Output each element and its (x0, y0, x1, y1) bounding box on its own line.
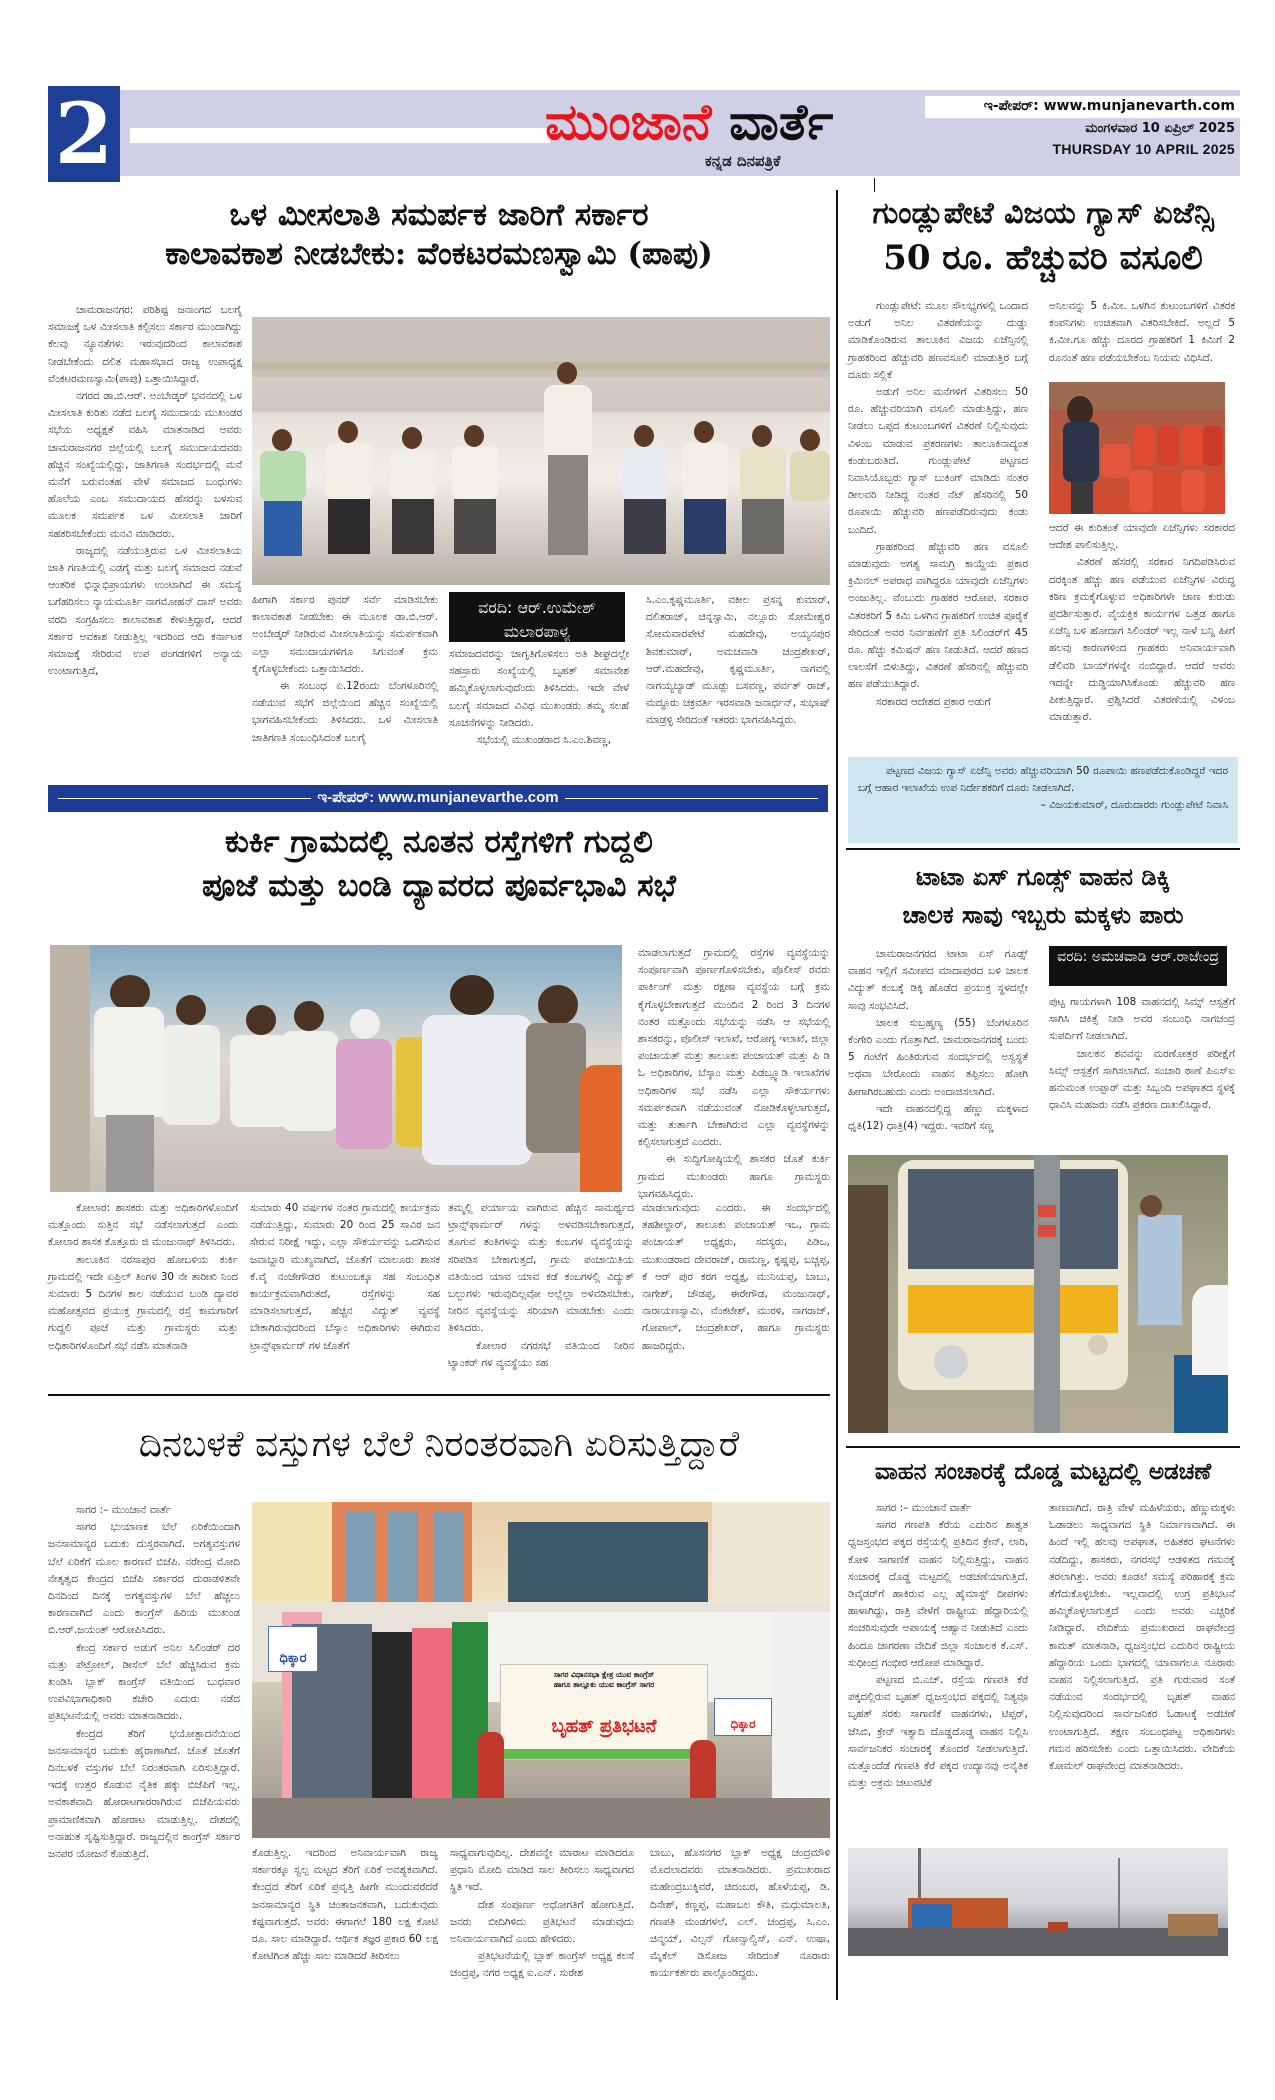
paragraph: ಪ್ರತಿಭಟನೆಯಲ್ಲಿ ಬ್ಲಾಕ್ ಕಾಂಗ್ರೆಸ್ ಅಧ್ಯಕ್ಷ ಕಲಸೆ ಚಂದ್ರಪ್ಪ, ನಗರ ಅಧ್ಯಕ್ಷ ಐ.ಎನ್. ಸುರೇಶ (450, 1950, 634, 1980)
story4-headline (846, 858, 1240, 934)
paragraph: ನಗರದ ಡಾ.ಬಿ.ಆರ್. ಅಂಬೇಡ್ಕರ್ ಭವನದಲ್ಲಿ ಒಳ ಮೀಸಲಾತಿ ಕುರಿತು ನಡೆದ ಬಲಗೈ ಸಮುದಾಯ ಮುಖಂಡರ ಸಭೆಯ ಅಧ್ಯಕ್ಷತೆ ವಹಿಸಿ ಮಾತನಾಡಿದ ಅವರು ಚಾಮರಾಜನಗರ ಜಿಲ್ಲೆಯಲ್ಲಿ ಬಲಗೈ ಸಮುದಾಯದವರು ಹೆಚ್ಚಿನ ಸಂಖ್ಯೆಯಲ್ಲಿದ್ದು, ಜಾತಿಗಣತಿ ಸಂದರ್ಭದಲ್ಲಿ ಮನೆ ಮನೆಗೆ ಬರುವಂತಹ ವೇಳೆ ಸಮಾಜದ ಬಂಧುಗಳು ಹೊಲೆಯ ಎಂಬ ಸಮುದಾಯದ ಹೆಸರನ್ನು ಬಳಸುವ ಮೂಲಕ ಸಮರ್ಪಕ ಒಳ ಮೀಸಲಾತಿ ಜಾರಿಗೆ ಸಹಕರಿಸಬೇಕೆಂದು ಮನವಿ ಮಾಡಿದರು. (48, 390, 242, 540)
story3-headline-line2: ಪೂಜೆ ಮತ್ತು ಬಂಡಿ ದ್ಯಾವರದ ಪೂರ್ವಭಾವಿ ಸಭೆ (202, 868, 676, 904)
story4-headline-line1: ಟಾಟಾ ಏಸ್ ಗೂಡ್ಸ್ ವಾಹನ ಡಿಕ್ಕಿ (916, 862, 1170, 891)
story3-headline (48, 820, 830, 908)
protest-banner (500, 1664, 708, 1760)
story1-col3 (449, 646, 629, 749)
dateline: ಸಾಗರ :– ಮುಂಜಾನೆ ವಾರ್ತೆ (76, 1504, 172, 1516)
paragraph: ಸಾಗರ ಭುಯಾಣಕ ಬೆಲೆ ಏರಿಕೆಯಿಂದಾಗಿ ಜನಸಾಮಾನ್ಯರ ಬದುಕು ದುಸ್ತರವಾಗಿದೆ. ಅಗತ್ಯವಸ್ತುಗಳ ಬೆಲೆ ಏರಿಕೆಗೆ ಮೂಲ ಕಾರಣವೆ ಬಿಜೆಪಿ. ನರೇಂದ್ರ ಮೋದಿ ನೇತೃತ್ವದ ಕೇಂದ್ರದ ಬಿಜೆಪಿ ಸರ್ಕಾರದ ದುರಾಡಳಿತವೇ ದಿನದಿಂದ ದಿನಕ್ಕೆ ಅಗತ್ಯವಸ್ತುಗಳ ಬೆಲೆ ಹೆಚ್ಚಲು ಕಾರಣವಾಗಿದೆ ಎಂದು ಕಾಂಗ್ರೆಸ್ ಹಿರಿಯ ಮುಖಂಡ ಬಿ.ಆರ್.ಜಯಂತ್ ಆರೋಪಿಸಿದರು. (48, 1521, 240, 1637)
story5-col3 (450, 1845, 634, 1983)
paragraph: ಸಿ.ಎಂ.ಕೃಷ್ಣಮೂರ್ತಿ, ವಕೀಲ ಪ್ರಸನ್ನ ಕುಮಾರ್, ದಲಿತರಾಜ್, ಚಿನ್ನಸ್ವಾಮಿ, ನಲ್ಲೂರು ಸೋಮೇಶ್ವರ ಸೋಮವಾರಪೇಟೆ ಮಹದೇವು, ಅಯ್ಯನಪುರ ಶಿವಕುಮಾರ್, ಅಮಚವಾಡಿ ಚಂದ್ರಶೇಖರ್, ಆರ್.ಮಹದೇವು, ಕೃಷ್ಣಮೂರ್ತಿ, ನಾಗವಲ್ಲಿ ನಾಗಯ್ಯಬ್ಯಾಡ್ ಮೂಡ್ಲು ಬಸವಣ್ಣ, ಪರ್ವತ್ ರಾಜ್, ಮದ್ದೂರು ಚಕ್ರವರ್ತಿ ಇರಸವಾಡಿ ಜನಾರ್ಧನ್, ಸುಭಾಷ್ ಮಾಡ್ರಳ್ಳಿ ಸೇರಿದಂತೆ ಇತರರು ಭಾಗವಹಿಸಿದ್ದರು. (646, 594, 830, 727)
story1-headline-line2: ಕಾಲಾವಕಾಶ ನೀಡಬೇಕು: ವೆಂಕಟರಮಣಸ್ವಾಮಿ (ಪಾಪು) (165, 235, 713, 272)
page-number: 2 (48, 86, 120, 182)
paragraph: ಬಾಬು, ಹೊಸನಗರ ಬ್ಲಾಕ್ ಅಧ್ಯಕ್ಷ ಚಂದ್ರಮೌಳಿ ಮೊದಲಾದವರು ಮಾತನಾಡಿದರು. ಪ್ರಮುಖರಾದ ಮಹೇಂದ್ರಬುಕ್ಕಿವರೆ, ಚಿದಂಬರ, ಹೊಳೆಯಪ್ಪ, ಡಿ. ದಿನೇಶ್, ಕಣ್ಣಪ್ಪ, ಮಹಾಬಲ ಕೌತಿ, ಮಧುಮಾಲತಿ, ಗಣಪತಿ ಮಂಡಗಳಲೆ, ಎಲ್. ಚಂದ್ರಪ್ಪ, ಸಿ.ಎಂ. ಚಿನ್ಮಯ್, ವಿಲ್ಸನ್ ಗೋನ್ಸಾಲ್ವಿಸ್, ಎನ್. ಉಷಾ, ಮೈಕೆಲ್ ಡಿಸೋಜ ಸೇರಿದಂತೆ ನೂರಾರು ಕಾರ್ಯಕರ್ತರು ಪಾಲ್ಗೊಂಡಿದ್ದರು. (650, 1847, 830, 1980)
epaper-strip (48, 785, 828, 812)
paragraph: ಈ ಸಂಬಂಧ ಏ.12ರಂದು ಬೆಂಗಳೂರಿನಲ್ಲಿ ನಡೆಯುವ ಸಭೆಗೆ ಜಿಲ್ಲೆಯಿಂದ ಹೆಚ್ಚಿನ ಸಂಖ್ಯೆಯಲ್ಲಿ ಭಾಗವಹಿಸಬೇಕೆಂದು ತಿಳಿಸಿದರು. ಒಳ ಮೀಸಲಾತಿ ಜಾತಿಗಣತಿ ಸಂಬಂಧಿಸಿದಂತೆ ಬಲಗೈ (252, 680, 438, 744)
placard-left: ಧಿಕ್ಕಾರ (279, 1651, 307, 1666)
paragraph: ರಾಜ್ಯದಲ್ಲಿ ನಡೆಯುತ್ತಿರುವ ಒಳ ಮೀಸಲಾತಿಯ ಜಾತಿ ಗಣತಿಯಲ್ಲಿ ಎಡಗೈ ಮತ್ತು ಬಲಗೈ ಸಮಾಜದ ನಡುವೆ ಆಂತರಿಕ ಭಿನ್ನಾಭಿಪ್ರಾಯಗಳು ಉಂಟಾಗಿದೆ ಈ ಸಮಸ್ಯೆ ಬಗೆಹರಿಸಲು ನ್ಯಾಯಮೂರ್ತಿ ನಾಗಮೋಹನ್ ದಾಸ್ ಅವರು ವರದಿ ಸಂಗ್ರಹಿಸಲು ಕಾಲಾವಕಾಶ ಕೇಳುತ್ತಿದ್ದಾರೆ, ಆದರೆ ಸರ್ಕಾರ ಅವಕಾಶ ನೀಡುತ್ತಿಲ್ಲ ಇದರಿಂದ ಆದಿ ಕರ್ನಾಟಕ ಸಮಾಜಕ್ಕೆ ಸೇರಿರುವ ಉಪ ಪಂಗಡಗಳಿಗೆ ಅನ್ಯಾಯ ಉಂಟಾಗುತ್ತಿದೆ, (48, 544, 242, 678)
story1-col2 (252, 592, 438, 747)
logo-tagline: ಕನ್ನಡ ದಿನಪತ್ರಿಕೆ (705, 152, 781, 170)
banner-line2: ಹಾಗೂ ತಾಲ್ಲೂಕು ಯುವ ಕಾಂಗ್ರೆಸ್ ಸಾಗರ (553, 1680, 655, 1689)
gas-cylinder (478, 1732, 504, 1802)
paragraph: ಸರಕಾರದ ಆದೇಶದ ಪ್ರಕಾರ ಅಡುಗೆ (876, 695, 991, 708)
paragraph: ಸಭೆಯಲ್ಲಿ ಮುಖಂಡರಾದ ಸಿ.ಎಂ.ಶಿವಣ್ಣ, (477, 734, 612, 747)
paragraph: ಇದೇ ವಾಹನದಲ್ಲಿದ್ದ ಹೆಣ್ಣು ಮಕ್ಕಳಾದ ಧೃತಿ(12) ಧಾತ್ರಿ(4) ಇದ್ದರು. ಇವರಿಗೆ ಸಣ್ಣ (848, 1102, 1028, 1133)
story2-photo (1049, 382, 1225, 514)
date-english: THURSDAY 10 APRIL 2025 (1052, 141, 1235, 157)
story6-photo (848, 1848, 1228, 1956)
section-rule (846, 1446, 1240, 1448)
story5-col4 (650, 1845, 830, 1983)
epaper-url[interactable]: ಇ-ಪೇಪರ್: www.munjanevarth.com (983, 98, 1235, 114)
story3-col1 (48, 1200, 238, 1355)
masthead-tick (874, 178, 875, 192)
story4-col2 (1049, 994, 1235, 1114)
paragraph: ತಾಣವಾಗಿದೆ. ರಾತ್ರಿ ವೇಳೆ ಮಹಿಳೆಯರು, ಹೆಣ್ಣುಮಕ್ಕಳು ಓಡಾಡಲು ಸಾಧ್ಯವಾಗದ ಸ್ಥಿತಿ ನಿರ್ಮಾಣವಾಗಿದೆ. ಈ ಹಿಂದೆ ಇಲ್ಲಿ ಹಲವು ಅಪಘಾತ, ಅಹಿತಕರ ಘಟನೆಗಳು ನಡೆದಿದ್ದು, ಶಾಸಕರು, ನಗರಸಭೆ ಆಡಳಿತದ ಗಮನಕ್ಕೆ ತರಲಾಗಿತ್ತು. ಅವರು ಕೂಡಲೆ ಸಮಸ್ಯೆ ಪರಿಹಾರಕ್ಕೆ ಕ್ರಮ ತೆಗೆದುಕೊಳ್ಳಬೇಕು. ಇಲ್ಲವಾದಲ್ಲಿ ಉಗ್ರ ಪ್ರತಿಭಟನೆ ಹಮ್ಮಿಕೊಳ್ಳಲಾಗುತ್ತದೆ ಎಂದು ಅವರು ಎಚ್ಚರಿಕೆ ನೀಡಿದ್ದಾರೆ. ವೇದಿಕೆಯ ಪ್ರಮುಖರಾದ ರಾಘವೇಂದ್ರ ಕಾಮತ್ ಮಾತನಾಡಿ, ಧ್ವಜಸ್ತಂಭದ ಎದುರಿನ ರಾಷ್ಟ್ರೀಯ ಹೆದ್ದಾರಿಯ ಒಂದು ಭಾಗದಲ್ಲಿ ಯಾವಾಗಲೂ ನೂರಾರು ವಾಹನ ನಿಲ್ಲಿಸಲಾಗುತ್ತಿದೆ. ಪ್ರತಿ ಗುರುವಾರ ಸಂತೆ ನಡೆಯುವ ಸಂದರ್ಭದಲ್ಲಿ ಬೃಹತ್ ವಾಹನ ನಿಲ್ಲಿಸುವುದರಿಂದ ಸಾರ್ವಜನಿಕರ ಓಡಾಟಕ್ಕೆ ಅಡಚಣೆ ಉಂಟಾಗುತ್ತಿದೆ. ತಕ್ಷಣ ಸಂಬಂಧಪಟ್ಟ ಅಧಿಕಾರಿಗಳು ಗಮನ ಹರಿಸಬೇಕು ಎಂದು ಒತ್ತಾಯಿಸಿದರು. ವೇದಿಕೆಯ ಕೋಮಲ್ ರಾಘವೇಂದ್ರ ಮಾತನಾಡಿದರು. (1049, 1502, 1235, 1773)
story2-col2-bottom (1049, 520, 1235, 726)
paragraph: ಕೇಂದ್ರದ ತೆರಿಗೆ ಭಯೋತ್ಪಾದನೆಯಿಂದ ಜನಸಾಮಾನ್ಯರ ಬದುಕು ಹೈರಾಣಾಗಿದೆ. ಜೊತೆ ಜೊತೆಗೆ ದಿನಬಳಕೆ ವಸ್ತುಗಳ ಬೆಲೆ ನಿರಂತರವಾಗಿ ಏರಿಸುತ್ತಿದ್ದಾರೆ. ಇದಕ್ಕೆ ಉತ್ತರ ಕೊಡುವ ನೈತಿಕ ಹಕ್ಕು ಬಿಜೆಪಿಗೆ ಇಲ್ಲ. ಅವಕಾಶವಾದಿ ಹೋರಾಟಗಾರರಾಗಿರುವ ಬಿಜೆಪಿಯವರು ಪ್ರಾಮಾಣಿಕವಾಗಿ ಹೋರಾಟ ಮಾಡುತ್ತಿಲ್ಲ. ದೇಶದಲ್ಲಿ ಅನಾಹುತ ಸೃಷ್ಟಿಸುತ್ತಿದ್ದಾರೆ. ರಾಜ್ಯದಲ್ಲಿನ ಕಾಂಗ್ರೆಸ್ ಸರ್ಕಾರ ಜನಪರ ಯೋಜನೆ ಕೊಡುತ್ತಿದೆ. (48, 1727, 240, 1861)
paragraph: ಚಾಲಕನ ಶವವನ್ನು ಮರಣೋತ್ತರ ಪರೀಕ್ಷೆಗೆ ಸಿಮ್ಸ್ ಆಸ್ಪತ್ರೆಗೆ ಸಾಗಿಸಲಾಗಿದೆ. ಸಂಚಾರಿ ಠಾಣೆ ಪಿಎಸ್ಐ ಹನುಮಂತ ಉಪ್ಪಾರ್ ಮತ್ತು ಸಿಬ್ಬಂದಿ ಅಪಘಾತದ ಸ್ಥಳಕ್ಕೆ ಧಾವಿಸಿ ಮಹಜರು ನಡೆಸಿ ಪ್ರಕರಣ ದಾಖಲಿಸಿದ್ದಾರೆ. (1049, 1047, 1235, 1112)
story1-col4 (646, 592, 830, 730)
paragraph: ಚಾಮರಾಜನಗರದ ಟಾಟಾ ಏಸ್ ಗೂಡ್ಸ್ ವಾಹನ ಇಲ್ಲಿಗೆ ಸಮೀಪದ ಮಾದಾಪುರದ ಬಳಿ ಚಾಲಕ ವಿದ್ಯುತ್ ಕಂಬಕ್ಕೆ ಡಿಕ್ಕಿ ಹೊಡೆದ ಪ್ರಯುಕ್ತ ಸ್ಥಳದಲ್ಲೇ ಸಾವು ಸಂಭವಿಸಿದೆ. (848, 948, 1028, 1012)
date-kannada: ಮಂಗಳವಾರ 10 ಏಪ್ರಿಲ್ 2025 (1085, 121, 1235, 136)
story2-col1 (848, 298, 1028, 711)
section-rule (846, 848, 1240, 850)
story2-quote-box (848, 757, 1238, 843)
dateline: ಸಾಗರ :– ಮುಂಜಾನೆ ವಾರ್ತೆ (876, 1502, 972, 1514)
story1-headline-line1: ಒಳ ಮೀಸಲಾತಿ ಸಮರ್ಪಕ ಜಾರಿಗೆ ಸರ್ಕಾರ (229, 197, 649, 233)
logo-part-1: ಮುಂಜಾನೆ (545, 93, 712, 151)
story3-right-col (638, 945, 830, 1203)
story6-headline: ವಾಹನ ಸಂಚಾರಕ್ಕೆ ದೊಡ್ಡ ಮಟ್ಟದಲ್ಲಿ ಅಡಚಣೆ (874, 1458, 1212, 1485)
story4-photo (848, 1155, 1228, 1433)
paragraph: ಅನಿಲವನ್ನು 5 ಕಿ.ಮೀ. ಒಳಗಿನ ಕುಟುಂಬಗಳಿಗೆ ವಿತರಕ ಕಂಪನಿಗಳು ಉಚಿತವಾಗಿ ವಿತರಿಸಬೇಕಿದೆ. ಅಲ್ಲದೆ 5 ಕಿ.ಮೀ.ಗೂ ಹೆಚ್ಚು ದೂರದ ಗ್ರಾಹಕರಿಗೆ 1 ಕಿಮಿಗೆ 2 ರೂನಂತೆ ಹಣ ಪಡೆಯಬೇಕೆಂಬ ನಿಯಮ ವಿಧಿಸಿದೆ. (1049, 300, 1235, 364)
section-rule (48, 1394, 830, 1396)
story2-headline-line1: ಗುಂಡ್ಲುಪೇಟೆ ವಿಜಯ ಗ್ಯಾಸ್ ಏಜೆನ್ಸಿ (872, 196, 1214, 231)
paragraph: ಕೋಲಾರ: ಶಾಸಕರು ಮತ್ತು ಅಧಿಕಾರಿಗಳೊಂದಿಗೆ ಮತ್ತೊಂದು ಸುತ್ತಿನ ಸಭೆ ನಡೆಸಲಾಗುತ್ತದೆ ಎಂದು ಕೋಲಾರ ಶಾಸಕ ಕೊತ್ತೂರು ಜಿ ಮಂಜುನಾಥ್ ತಿಳಿಸಿದರು. (48, 1202, 238, 1249)
newspaper-logo (545, 92, 833, 152)
paragraph: ಸುಮಾರು 40 ವರ್ಷಗಳ ನಂತರ ಗ್ರಾಮದಲ್ಲಿ ಕಾರ್ಯಕ್ರಮ ನಡೆಯುತ್ತಿದ್ದು, ಸುಮಾರು 20 ರಿಂದ 25 ಸಾವಿರ ಜನ ಸೇರುವ ನಿರೀಕ್ಷೆ ಇದ್ದು, ಎಲ್ಲಾ ಸೌಕರ್ಯವನ್ನು ಒದಗಿಸುವ ಜವಾಬ್ದಾರಿ ಮುಖ್ಯವಾಗಿದೆ, ಜೊತೆಗೆ ಮಾಲೂರು ಶಾಸಕ ಕೆ.ವೈ ನಂಜೇಗೌಡರ ಕುಟುಂಬಕ್ಕೂ ಸಹ ಸಂಬಂಧಿತ ಕಾರ್ಯಕ್ರಮವಾಗಿರುತದೆ, ರಸ್ತೆಗಳನ್ನು ಸಹ ಮಾಡಿಸಲಾಗುತ್ತದೆ, ಹೆಚ್ಚಿನ ವಿದ್ಯುತ್ ವ್ಯವಸ್ಥೆ ಬೇಕಾಗಿರುವುದರಿಂದ ಬೆಸ್ಕಾಂ ಅಧಿಕಾರಿಗಳು ಈಗಿರುವ ಟ್ರಾನ್ಸ್‌ಫಾರ್ಮರ್ ಗಳ ಜೊತೆಗೆ (250, 1202, 440, 1352)
story2-col2-top (1049, 298, 1235, 367)
paragraph: ವಿತರಣೆ ಹೆಸರಲ್ಲಿ ಸರಕಾರ ನಿಗದಿಪಡಿಸಿರುವ ದರಕ್ಕಿಂತ ಹೆಚ್ಚು ಹಣ ಪಡೆಯುವ ಏಜೆನ್ಸಿಗಳ ವಿರುದ್ಧ ಕಠಿಣ ಕ್ರಮಕೈಗೊಳ್ಳುವ ಅಧಿಕಾರಿಗಳೇ ಜಾಣ ಕುರುಡು ಪ್ರದರ್ಶಿಸುತ್ತಾರೆ. ವೈಯಕ್ತಿಕ ಕಾರ್ಯಗಳ ಒತ್ತಡ ಹಾಗೂ ಏಜೆನ್ಸಿ ಬಳಿ ಹೋದಾಗ ಸಿಲಿಂಡರ್ ಇಲ್ಲ ನಾಳೆ ಬನ್ನಿ ಹೀಗೆ ಹಲವು ಕಾರಣಗಳಿಂದ ಗ್ರಾಹಕರು ಅನಿವಾರ್ಯವಾಗಿ ಡೆಲಿವರಿ ಬಾಯ್‌ಗಳನ್ನೇ ನಂಬಿದ್ದಾರೆ. ಆದರೆ ಅವರು ಇದನ್ನೇ ದುಡ್ಡಿಯಾಗಿಸಿಕೊಂಡು ಹೆಚ್ಚುವರಿ ಹಣ ಪೀಕುತ್ತಿದ್ದಾರೆ. ಪ್ರಶ್ನಿಸಿದರೆ ವಿತರಣೆಯಲ್ಲಿ ವಿಳಂಬ ಮಾಡುತ್ತಾರೆ. (1049, 556, 1235, 724)
paragraph: ಸಾಧ್ಯವಾಗುವುದಿಲ್ಲ. ದೇಶವನ್ನೇ ಮಾರಾಟ ಮಾಡಿದರೂ ಪ್ರಧಾನಿ ಮೋದಿ ಮಾಡಿದ ಸಾಲ ತೀರಿಸಲು ಸಾಧ್ಯವಾಗದ ಸ್ಥಿತಿ ಇದೆ. (450, 1847, 634, 1894)
story1-col1 (48, 302, 242, 680)
story5-headline: ದಿನಬಳಕೆ ವಸ್ತುಗಳ ಬೆಲೆ ನಿರಂತರವಾಗಿ ಏರಿಸುತ್ತಿದ್ದಾರೆ (138, 1424, 740, 1465)
paragraph: ಆದರೆ ಈ ಕುರಿತಂತೆ ಯಾವುದೇ ಏಜೆನ್ಸಿಗಳು ಸರಕಾರದ ಆದೇಶ ಪಾಲಿಸುತ್ತಿಲ್ಲ. (1049, 522, 1235, 552)
paragraph: ಕೇಂದ್ರ ಸರ್ಕಾರ ಅಡುಗೆ ಅನಿಲ ಸಿಲಿಂಡರ್ ದರ ಮತ್ತು ಪೆಟ್ರೋಲ್, ಡೀಸೆಲ್ ಬೆಲೆ ಹೆಚ್ಚಿಸಿರುವ ಕ್ರಮ ಖಂಡಿಸಿ ಬ್ಲಾಕ್ ಕಾಂಗ್ರೆಸ್ ವತಿಯಿಂದ ಬುಧವಾರ ಉಪವಿಭಾಗಾಧಿಕಾರಿ ಕಚೇರಿ ಎದುರು ನಡೆದ ಪ್ರತಿಭಟನೆಯಲ್ಲಿ ಅವರು ಮಾತನಾಡಿದರು. (48, 1641, 240, 1723)
story2-headline-line2: 50 ರೂ. ಹೆಚ್ಚುವರಿ ವಸೂಲಿ (883, 238, 1203, 278)
placard-right: ಧಿಕ್ಕಾರ (730, 1717, 756, 1731)
story4-headline-line2: ಚಾಲಕ ಸಾವು ಇಬ್ಬರು ಮಕ್ಕಳು ಪಾರು (902, 900, 1184, 929)
story3-col3 (448, 1200, 634, 1372)
story3-col2 (250, 1200, 440, 1355)
paragraph: ದೇಶ ಸಂಪೂರ್ಣ ಅಧೋಗತಿಗೆ ಹೋಗುತ್ತಿದೆ. ಜನರು ಬೀದಿಗಿಳಿದು ಪ್ರತಿಭಟನೆ ಮಾಡುವುದು ಅನಿವಾರ್ಯವಾಗಿದೆ ಎಂದು ಹೇಳಿದರು. (450, 1898, 634, 1946)
logo-part-2: ವಾರ್ತೆ (729, 93, 834, 151)
quote-text: ಪಟ್ಟಣದ ವಿಜಯ ಗ್ಯಾಸ್ ಏಜೆನ್ಸಿ ಅವರು ಹೆಚ್ಚುವರಿಯಾಗಿ 50 ರೂಪಾಯಿ ಹಣಪಡೆದುಕೊಂಡಿದ್ದರೆ ಇದರ ಬಗ್ಗೆ ಆಹಾರ ಇಲಾಖೆಯ ಉಪ ನಿರ್ದೇಶಕರಿಗೆ ದೂರು ನೀಡಲಾಗಿದೆ. (858, 765, 1228, 794)
story1-byline: ವರದಿ: ಆರ್.ಉಮೇಶ್ ಮಲಾರಪಾಳ್ಯ (449, 592, 625, 642)
paragraph: ಈ ಸುದ್ದಿಗೋಷ್ಠಿಯಲ್ಲಿ ಶಾಸಕರ ಜೊತೆ ಕುರ್ಕಿ ಗ್ರಾಮದ ಮುಖಂಡರು ಹಾಗೂ ಗ್ರಾಮಸ್ಥರು ಭಾಗವಹಿಸಿದ್ದರು. (638, 1153, 830, 1200)
epaper-strip-text[interactable]: ಇ-ಪೇಪರ್: www.munjanevarthe.com (311, 789, 564, 806)
paragraph: ಪುಟ್ಟ ಗಾಯಗಳಾಗಿ 108 ವಾಹನದಲ್ಲಿ ಸಿಮ್ಸ್ ಆಸ್ಪತ್ರೆಗೆ ಸಾಗಿಸಿ ಚಿಕಿತ್ಸೆ ನೀಡಿ ಅವರ ಸಂಬಂಧಿ ನಾಗಚಂದ್ರ ಸುಪರ್ದಿಗೆ ನೀಡಲಾಗಿದೆ. (1049, 996, 1235, 1043)
paragraph: ಚಾಮರಾಜನಗರ: ಪರಿಶಿಷ್ಟ ಜನಾಂಗದ ಬಲಗೈ ಸಮಾಜಕ್ಕೆ ಒಳ ಮೀಸಲಾತಿ ಕಲ್ಪಿಸಲು ಸರ್ಕಾರ ಮುಂದಾಗಿದ್ದು ಕೆಲವು ನ್ಯೂನತೆಗಳು ಇರುವುದರಿಂದ ಕಾಲಾವಕಾಶ ನೀಡಬೇಕೆಂದು ದಲಿತ ಮಹಾಸಭಾದ ರಾಜ್ಯ ಉಪಾಧ್ಯಕ್ಷ ವೆಂಕಟರಮಣಸ್ವಾಮಿ(ಪಾಪು) ಒತ್ತಾಯಿಸಿದ್ದಾರೆ. (48, 304, 242, 385)
story5-col2 (252, 1845, 438, 1965)
banner-big: ಬೃಹತ್ ಪ್ರತಿಭಟನೆ (551, 1716, 657, 1737)
paragraph: ಗ್ರಾಹಕರಿಂದ ಹೆಚ್ಚುವರಿ ಹಣ ವಸೂಲಿ ಮಾಡುವುದು ಅಗತ್ಯ ಸಾಮಗ್ರಿ ಕಾಯ್ದೆಯ ಪ್ರಕಾರ ಕ್ರಿಮಿನಲ್ ಅಪರಾಧ ವಾಗಿದ್ದರೂ ಯಾವುದೇ ಏಜೆನ್ಸಿಗಳು ಅಂಜುತಿಲ್ಲ. ವೆಂಬುದು ಗ್ರಾಹಕರ ಆರೋಪ. ಸರಕಾರ ವಿತರಕರಿಗೆ 5 ಕಿಮಿ ಒಳಗಿನ ಗ್ರಾಹಕರಿಗೆ ಉಚಿತ ಪೂರೈಕೆ ಸೇರಿದಂತೆ ಅವರ ನಿರ್ವಹಣೆಗೆ ಪ್ರತಿ ಸಿಲಿಂಡರ್‌ಗೆ 45 ರೂ. ಹೆಚ್ಚು ಕಮಿಷನ್ ಹಣ ನೀಡುತಿದೆ. ಆದರೆ ಹಣದ ಲಾಲಸೆಗೆ ಬಿಳುತಿದ್ದು, ವಿತರಣೆ ಹೆಸರಿನಲ್ಲಿ ಹೆಚ್ಚುವರಿ ಹಣ ಪಡೆಯುತಿದ್ದಾರೆ. (848, 540, 1028, 691)
story4-col1 (848, 946, 1028, 1135)
story6-col1 (848, 1500, 1028, 1792)
story3-headline-line1: ಕುರ್ಕಿ ಗ್ರಾಮದಲ್ಲಿ ನೂತನ ರಸ್ತೆಗಳಿಗೆ ಗುದ್ದಲಿ (225, 824, 653, 860)
story3-col4 (642, 1200, 830, 1385)
paragraph: ಪಟ್ಟಣದ ಬಿ.ಎಚ್. ರಸ್ತೆಯ ಗಣಪತಿ ಕೆರೆ ಪಕ್ಕದಲ್ಲಿರುವ ಬೃಹತ್ ಧ್ವಜಸ್ತಂಭದ ಪಕ್ಕದಲ್ಲಿ ನಿತ್ಯವೂ ಬೃಹತ್ ಸರಕು ಸಾಗಾಣಿಕೆ ವಾಹನಗಳು, ಟಿಪ್ಪರ್, ಜೆಸಿಬಿ, ಕ್ರೇನ್ ಇತ್ಯಾದಿ ದೊಡ್ಡದೊಡ್ಡ ವಾಹನ ನಿಲ್ಲಿಸಿ ಸಾರ್ವಜನಿಕರ ಸಂಚಾರಕ್ಕೆ ತೊಂದರೆ ನೀಡಲಾಗುತ್ತಿದೆ. ಮತ್ತೊಂದೆಡೆ ಗಣಪತಿ ಕೆರೆ ಪಕ್ಕದ ಉದ್ಯಾನವು ಅನೈತಿಕ ಮತ್ತು ಅಕ್ರಮ ಚಟುವಟಿಕೆ (848, 1674, 1028, 1790)
story6-col2 (1049, 1500, 1235, 1775)
story5-col1 (48, 1502, 240, 1863)
paragraph: ತಾಲೂಕಿನ ನರಸಾಪುರ ಹೋಬಳಿಯ ಕುರ್ಕಿ ಗ್ರಾಮದಲ್ಲಿ ಇದೇ ಏಪ್ರಿಲ್ ತಿಂಗಳ 30 ನೇ ತಾರೀಖಿ ನಿಂದ ಸುಮಾರು 5 ದಿನಗಳ ಕಾಲ ನಡೆಯುವ ಬಂಡಿ ದ್ಯಾವರ ಮಹೋತ್ಸವದ ಪ್ರಯುಕ್ತ ಗ್ರಾಮದಲ್ಲಿ ರಸ್ತೆ ಕಾಮಗಾರಿಗೆ ಗುದ್ದಲಿ ಪೂಜೆ ಮತ್ತು ಗ್ರಾಮಸ್ಥರು ಮತ್ತು ಅಧಿಕಾರಿಗಳೊಂದಿಗೆ ಸಭೆ ನಡೆಸಿ ಮಾತನಾಡಿ (48, 1253, 238, 1352)
column-divider (836, 190, 838, 2000)
story1-headline (48, 196, 830, 274)
banner-line1: ಸಾಗರ ವಿಧಾನಸಭಾ ಕ್ಷೇತ್ರ ಯುವ ಕಾಂಗ್ರೆಸ್ (553, 1670, 655, 1679)
paragraph: ಅಡುಗೆ ಅನಿಲ ಮನೆಗಳಿಗೆ ವಿತರಿಸಲು 50 ರೂ. ಹೆಚ್ಚುವರಿಯಾಗಿ ವಸೂಲಿ ಮಾಡುತ್ತಿದ್ದು, ಹಣ ನೀಡಲು ಒಪ್ಪದ ಕುಟುಂಬಗಳಿಗೆ ವಿತರಣೆ ನಿಲ್ಲಿಸುವುದು ವಿಳಂಬ ಮಾಡುವ ಪ್ರಕರಣಗಳು ತಾಲೂಕಿನಾದ್ಯಂತ ಕಂಡುಬರುತಿದೆ. ಗುಂಡ್ಲುಪೇಟೆ ಪಟ್ಟಣದ ನಿವಾಸಿಯೊಬ್ಬರು ಗ್ಯಾಸ್ ಬುಕಿಂಗ್ ಮಾಡಿದು ನಂತರ ಡೀಲವರಿ ನೀಡಿದ್ದ ನಂತರ ನೆಟ್ ಹೆಸರಿನಲ್ಲಿ 50 ರೂಪಾಯಿ ಹೆಚ್ಚುವರಿ ಹಣಪಡೆದಿರುವುದು ಕಂಡು ಬಂದಿದೆ. (848, 386, 1028, 536)
story4-byline: ವರದಿ: ಅಮಚವಾಡಿ ಆರ್.ರಾಜೇಂದ್ರ (1049, 946, 1227, 986)
quote-author: – ವಿಜಯಕುಮಾರ್, ದೂರುದಾರರು ಗುಂಡ್ಲುಪೇಟೆ ನಿವಾಸಿ (1040, 799, 1228, 811)
story3-photo (50, 945, 622, 1192)
story1-photo (252, 317, 830, 585)
paragraph: ಸಾಗರ ಗಣಪತಿ ಕೆರೆಯ ಎದುರಿನ ಶಾಶ್ವತ ಧ್ವಜಸ್ತಂಭದ ಪಕ್ಕದ ರಸ್ತೆಯಲ್ಲಿ ಪ್ರತಿದಿನ ಕ್ರೇನ್, ಲಾರಿ, ಕೋಳಿ ಸಾಗಾಣಿಕೆ ವಾಹನ ನಿಲ್ಲಿಸುತ್ತಿದ್ದು, ವಾಹನ ಸಂಚಾರಕ್ಕೆ ದೊಡ್ಡ ಮಟ್ಟದಲ್ಲಿ ಅಡಚಣೆಯಾಗುತ್ತಿದೆ. ಡಿವೈಡರ್‌ಗೆ ಹಾಕಿರುವ ಎಲ್ಲ ಹೈಮಾಸ್ಟ್ ದೀಪಗಳು ಹಾಳಾಗಿದ್ದು, ರಾತ್ರಿ ವೇಳೆಗೆ ರಾಷ್ಟ್ರೀಯ ಹೆದ್ದಾರಿಯಲ್ಲಿ ಸಂಚರಿಸುವುದೇ ಅಪಾಯಕ್ಕೆ ಆಹ್ವಾನ ನೀಡುತಿದೆ ಎಂದು ಹಿಂದೂ ಜಾಗರಣಾ ವೇದಿಕೆ ಜಿಲ್ಲಾ ಸಂಚಾಲಕ ಕೆ.ಎಸ್. ಸುಧೀಂದ್ರ ಗಂಭೀರ ಆರೋಪ ಮಾಡಿದ್ದಾರೆ. (848, 1519, 1028, 1669)
story5-photo (252, 1502, 830, 1838)
masthead-divider (130, 128, 550, 143)
paragraph: ಚಾಲಕ ಸುಬ್ರಹ್ಮಣ್ಯ (55) ಬೆಂಗಳೂರಿನ ಕೆಂಗೇರಿ ಎಂದು ಗೊತ್ತಾಗಿದೆ. ಚಾಮರಾಜನಗರಕ್ಕೆ ಬಂದು 5 ಗಂಟೆಗೆ ಹಿಂತಿರುಗುವ ಸಂದರ್ಭದಲ್ಲಿ ಅಸ್ವಸ್ಥತೆ ಅಥವಾ ಬೇರೊಂದು ವಾಹನ ತಪ್ಪಿಸಲು ಹೋಗಿ ಹೀಗಾಗಿರಬಹುದು ಎಂದು ಅಂದಾಜಿಸಲಾಗಿದೆ. (848, 1016, 1028, 1098)
paragraph: ತಮ್ಮಲ್ಲಿ ಪರ್ಯಾಯ ವಾಗಿರುವ ಹೆಚ್ಚಿನ ಸಾಮರ್ಥ್ಯದ ಟ್ರಾನ್ಸ್‌ಫಾರ್ಮರ್ ಗಳನ್ನು ಅಳವಡಿಸಬೇಕಾಗುತ್ತದೆ, ತೂಗುವ ತಂತಿಗಳನ್ನು ಮತ್ತು ಕಂಬಗಳ ವ್ಯವಸ್ಥೆಯನ್ನು ಸರಿಪಡಿಸ ಬೇಕಾಗುತ್ತದೆ, ಗ್ರಾಮ ಪಂಚಾಯಿತಿಯ ವತಿಯಿಂದ ಯಾವ ಯಾವ ಕಡೆ ಕಂಬಗಳಲ್ಲಿ ವಿದ್ಯುತ್ ಬಲ್ಬುಗಳು ಇರುವುದಿಲ್ಲವೋ ಅಲ್ಲೆಲ್ಲಾ ಅಳವಡಿಸಬೇಕು, ನೀರಿನ ವ್ಯವಸ್ಥೆಯನ್ನು ಸರಿಯಾಗಿ ಮಾಡಬೇಕು ಎಂದು ತಿಳಿಸಿದರು. (448, 1202, 634, 1335)
paragraph: ಕೊಡುತ್ತಿಲ್ಲ. ಇದರಿಂದ ಅನಿವಾರ್ಯವಾಗಿ ರಾಜ್ಯ ಸರ್ಕಾರಕ್ಕೂ ಸ್ವಲ್ಪ ಮಟ್ಟದ ತೆರಿಗೆ ಏರಿಕೆ ಅವಶ್ಯಕವಾಗಿದೆ. ಕೇಂದ್ರದ ತೆರಿಗೆ ಏರಿಕೆ ಪ್ರವೃತ್ತಿ ಹೀಗೇ ಮುಂದುವರೆದರೆ ಜನಸಾಮಾನ್ಯರ ಸ್ಥಿತಿ ಚಿಂತಾಜನಕವಾಗಿ, ಬದುಕುವುದು ಕಷ್ಟವಾಗುತ್ತದೆ. ಅವರು ಈಗಾಗಲೆ 180 ಲಕ್ಷ ಕೋಟಿ ರೂ. ಸಾಲ ಮಾಡಿದ್ದಾರೆ. ಆರ್ಥಿಕ ತಜ್ಞರ ಪ್ರಕಾರ 60 ಲಕ್ಷ ಕೋಟಿಗಿಂತ ಹೆಚ್ಚು ಸಾಲ ಮಾಡಿದರೆ ತೀರಿಸಲು (252, 1847, 438, 1963)
story2-headline (846, 192, 1240, 280)
paragraph: ಗುಂಡ್ಲುಪೇಟೆ: ಮೂಲ ಸೌಲಭ್ಯಗಳಲ್ಲಿ ಒಂದಾದ ಅಡುಗೆ ಅನಿಲ ವಿತರಣೆಯನ್ನು ದುಡ್ಡು ಮಾಡಿಕೊಂಡಿರುವ ತಾಲೂಕಿನ ವಿಜಯ ಏಜೆನ್ಸಿನಲ್ಲಿ ಗ್ರಾಹಕರಿಂದ ಹೆಚ್ಚುವರಿ ಹಣವಸೂಲಿ ಮಾಡುತ್ತಿರ ಬಗ್ಗೆ ದೂರು ಸಲ್ಲಿಕೆ (848, 300, 1028, 381)
paragraph: ಮಾಡಲಾಗುತ್ತದೆ ಗ್ರಾಮದಲ್ಲಿ ರಸ್ತೆಗಳ ವ್ಯವಸ್ಥೆಯನ್ನು ಸಂಪೂರ್ಣವಾಗಿ ಪೂರ್ಣಗೊಳಿಸಬೇಕು, ಪೊಲೀಸ್ ರವರು ಪಾರ್ಕಿಂಗ್ ಮತ್ತು ರಕ್ಷಣಾ ವ್ಯವಸ್ಥೆಯ ಬಗ್ಗೆ ಕ್ರಮ ಕೈಗೊಳ್ಳಬೇಕಾಗುತ್ತದೆ ಮುಂದಿನ 2 ರಿಂದ 3 ದಿನಗಳ ನಂತರ ಮತ್ತೊಂದು ಸಭೆಯನ್ನು ನಡೆಸಿ ಆ ಸಭೆಯಲ್ಲಿ ಶಾಸಕರನ್ನು, ಪೊಲೀಸ್ ಇಲಾಖೆ, ಆರೋಗ್ಯ ಇಲಾಖೆ, ಜಿಲ್ಲಾ ಪಂಚಾಯತ್ ಮತ್ತು ತಾಲೂಕು ಪಂಚಾಯತ್ ಮತ್ತು ಪಿ ಡಿ ಓ ಅಧಿಕಾರಿಗಳ, ಬೆಸ್ಕಾಂ ಮತ್ತು ಪಿಡಬ್ಲ್ಯೂಡಿ ಇಲಾಖೆಗಳ ಅಧಿಕಾರಿಗಳ ಸಭೆ ನಡೆಸಿ ಎಲ್ಲಾ ಸೌಕರ್ಯಗಳು ಸಮರ್ಪಕವಾಗಿ ನಡೆಯುವಂತೆ ನೋಡಿಕೊಳ್ಳಲಾಗುತ್ತದೆ, ಮತ್ತು ತುರ್ತಾಗಿ ಬೇಕಾಗಿರುವ ಎಲ್ಲಾ ವ್ಯವಸ್ಥೆಗಳನ್ನು ಕಲ್ಪಿಸಲಾಗುತ್ತದೆ ಎಂದರು. (638, 947, 830, 1149)
paragraph: ಕೋಲಾರ ನಗರಸಭೆ ವತಿಯಿಂದ ನೀರಿನ ಟ್ಯಾಂಕರ್ ಗಳ ವ್ಯವಸ್ಥೆಯು ಸಹ (448, 1339, 634, 1369)
paragraph: ಸಮಾಜದವರನ್ನು ಜಾಗೃತಿಗೊಳಿಸಲು ಅತಿ ಶೀಘ್ರದಲ್ಲೇ ಸಹಸ್ರಾರು ಸಂಖ್ಯೆಯಲ್ಲಿ ಬೃಹತ್ ಸಮಾವೇಶ ಹಮ್ಮಿಕೊಳ್ಳಲಾಗುವುದೆಂದು ತಿಳಿಸಿದರು. ಇದೇ ವೇಳೆ ಬಲಗೈ ಸಮಾಜದ ವಿವಿಧ ಮುಖಂಡರು ತಮ್ಮ ಸಲಹೆ ಸೂಚನೆಗಳನ್ನು ನೀಡಿದರು. (449, 648, 629, 729)
paragraph: ಹೀಗಾಗಿ ಸರ್ಕಾರ ಪುನರ್ ಸರ್ವೆ ಮಾಡಿಸಬೇಕು ಕಾಲಾವಕಾಶ ನೀಡಬೇಕು ಈ ಮೂಲಕ ಡಾ.ಬಿ.ಆರ್. ಅಂಬೇಡ್ಕರ್ ನೀಡಿರುವ ಮೀಸಲಾತಿಯನ್ನು ಸಮರ್ಪಕವಾಗಿ ಎಲ್ಲಾ ಸಮುದಾಯಗಳಿಗೂ ಸಿಗುವಂತೆ ಕ್ರಮ ಕೈಗೊಳ್ಳಬೇಕೆಂದು ಒತ್ತಾಯಿಸಿದರು. (252, 594, 438, 675)
paragraph: ಮಾಡಲಾಗುವುದು ಎಂದರು. ಈ ಸಂದರ್ಭದಲ್ಲಿ ತಹಶೀಲ್ದಾರ್, ತಾಲೂಕು ಪಂಚಾಯತ್ ಇಒ, ಗ್ರಾಮ ಪಂಚಾಯತ್ ಅಧ್ಯಕ್ಷರು, ಸದಸ್ಯರು, ಪಿಡಿಒ, ಮುಖಂಡರಾದ ದೇವರಾಜ್, ರಾಮಣ್ಣ, ಕೃಷ್ಣಪ್ಪ, ಬಚ್ಚಪ್ಪ, ಕೆ ಆರ್ ಪುರ ಕರಗ ಅಧ್ಯಕ್ಷ, ಮುನಿಯಪ್ಪ, ಬಾಬು, ನಾಗೇಶ್, ಚೌಡಪ್ಪ, ಈರೇಗೌಡ, ಮಂಜುನಾಥ್, ನಾರಾಯಣಸ್ವಾಮಿ, ವೆಂಕಟೇಶ್, ಮುರಳಿ, ನಾಗರಾಜ್, ಗೋಪಾಲ್, ಚಂದ್ರಶೇಖರ್, ಹಾಗೂ ಗ್ರಾಮಸ್ಥರು ಹಾಜರಿದ್ದರು. (642, 1202, 830, 1352)
